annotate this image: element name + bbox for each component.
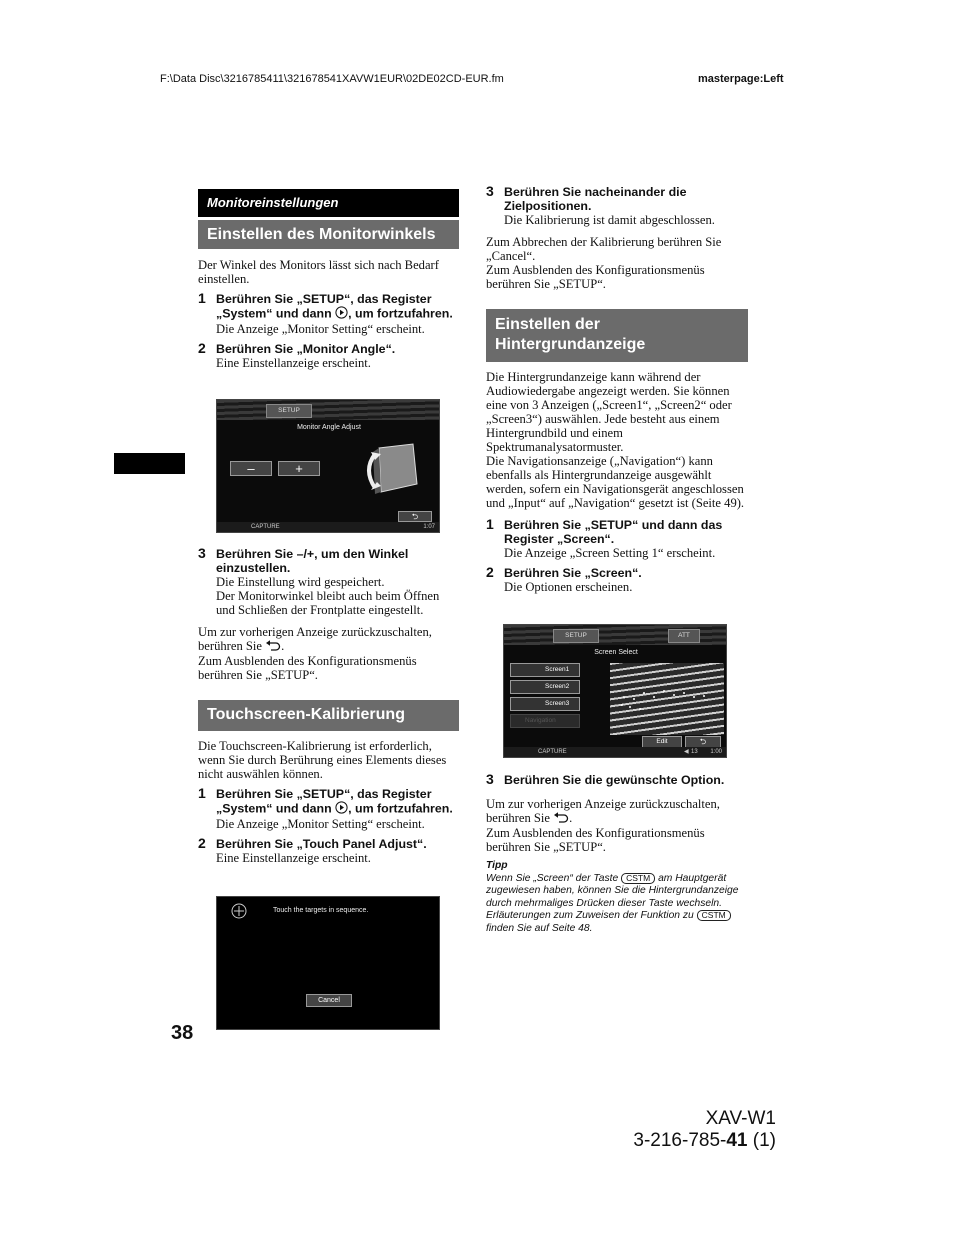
screen-bottom-bar [504,747,726,757]
left-column-cont [198,547,459,865]
part-bold: 41 [726,1130,748,1151]
title-line-2: Hintergrundanzeige [495,336,646,353]
screen-top-bar [217,400,439,420]
option-screen1: Screen1 [510,663,580,677]
section-title-background [486,309,748,362]
part-prefix: 3-216-785- [633,1130,727,1151]
back-instruction: Um zur vorherigen Anzeige zurückzuschalten, berühren Sie . [198,625,432,653]
capture-label: CAPTURE [251,524,280,530]
step-text: Berühren Sie „Touch Panel Adjust“. [216,837,427,852]
section-intro-2: Die Navigationsanzeige („Navigation“) kann ebenfalls als Hintergrundanzeige ausgewählt werden, sofern ein Navigationsgerät angeschlossen und „Input“ auf „Navigation“ gesetzt ist (Seite 49). [486,454,745,510]
step-number: 1 [486,516,494,532]
target-crosshair-icon [231,903,247,924]
edit-button: Edit [642,736,682,748]
tip-text-1: Wenn Sie „Screen“ der Taste [486,872,619,884]
back-text: Um zur vorherigen Anzeige zurückzuschalten, berühren Sie [198,625,432,653]
screen-title: Monitor Angle Adjust [297,424,361,431]
tip-text-2: am Hauptgerät zugewiesen haben, können Sie die Hintergrundanzeige durch mehrmaliges Drücken dieser Taste wechseln. Erläuterungen zum Zuweisen der Funktion zu [486,872,739,922]
part-suffix: (1) [747,1130,776,1151]
option-list [510,663,580,728]
back-button: ⮌ [398,511,432,522]
back-button: ⮌ [685,736,721,748]
return-arrow-icon [553,812,569,826]
step-2 [198,837,459,865]
cstm-key: CSTM [621,873,655,884]
section-intro: Die Hintergrundanzeige kann während der Audiowiedergabe angezeigt werden. Sie können eine von 3 Anzeigen („Screen1“, „Screen2“ oder „Screen3“) auswählen. Jede besteht aus einem Hintergrundbild und einem Spektrumanalysatormuster. [486,370,732,454]
right-column [486,185,748,594]
play-arrow-icon [335,306,348,322]
step-result: Eine Einstellanzeige erscheint. [216,356,371,370]
setup-tab: SETUP [553,629,599,643]
section-title-monitor-angle: Einstellen des Monitorwinkels [198,220,459,249]
step-text: Berühren Sie „Monitor Angle“. [216,342,396,356]
touch-instruction: Touch the targets in sequence. [273,907,369,914]
step-result: Die Anzeige „Monitor Setting“ erscheint. [216,322,425,336]
model-name: XAV-W1 [705,1108,776,1129]
option-navigation: Navigation [510,714,580,728]
step-number: 3 [486,183,494,199]
att-tab: ATT [668,629,700,643]
monitor-angle-screenshot [216,399,440,533]
step-text-cont: , um fortzufahren. [348,306,453,321]
volume-icon: ◀ [684,749,689,755]
step-result: Die Anzeige „Monitor Setting“ erscheint. [216,817,425,832]
step-text: Berühren Sie „SETUP“, das Register „System“ und dann [216,292,432,321]
screen-bottom-bar [217,522,439,532]
section-title-touch-calibration: Touchscreen-Kalibrierung [198,700,459,731]
setup-instruction: Zum Ausblenden des Konfigurationsmenüs berühren Sie „SETUP“. [486,263,705,291]
clock-label: 1:00 [710,749,722,755]
step-result: Die Einstellung wird gespeichert. [216,575,385,589]
section-intro: Der Winkel des Monitors lässt sich nach Bedarf einstellen. [198,258,439,286]
step-note: Der Monitorwinkel bleibt auch beim Öffnen und Schließen der Frontplatte eingestellt. [216,589,440,617]
step-text: Berühren Sie „SETUP“ und dann das Register „Screen“. [504,518,723,546]
background-preview [610,663,724,735]
minus-button: – [230,461,272,476]
screen-select-screenshot [503,624,727,758]
return-arrow-icon [265,640,281,654]
step-text: Berühren Sie nacheinander die Zielpositionen. [504,185,687,213]
masterpage-label: masterpage:Left [698,73,784,85]
step-text: Berühren Sie „Screen“. [504,566,642,580]
option-screen2: Screen2 [510,680,580,694]
tip-label: Tipp [486,860,508,872]
setup-instruction: Zum Ausblenden des Konfigurationsmenüs berühren Sie „SETUP“. [486,826,705,855]
title-line-1: Einstellen der [495,316,600,333]
right-column-cont [486,773,748,935]
step-number: 1 [198,290,206,306]
step-result: Die Anzeige „Screen Setting 1“ erscheint. [504,546,716,560]
left-column [198,189,459,370]
step-text: Berühren Sie die gewünschte Option. [504,773,725,787]
cancel-button: Cancel [306,994,352,1007]
back-text: Um zur vorherigen Anzeige zurückzuschalten, berühren Sie [486,797,720,825]
spectrum-dots-icon [610,663,724,735]
monitor-tilt-icon [357,440,425,503]
step-number: 3 [486,771,494,787]
play-arrow-icon [335,801,348,817]
cstm-key-2: CSTM [697,910,731,921]
step-1 [486,518,748,560]
file-path: F:\Data Disc\3216785411\321678541XAVW1EUR\02DE02CD-EUR.fm [160,73,504,85]
clock-label: 1:07 [423,524,435,530]
step-2 [486,566,748,594]
plus-button: + [278,461,320,476]
option-screen3: Screen3 [510,697,580,711]
step-number: 2 [198,835,206,852]
capture-label: CAPTURE [538,749,567,755]
step-result: Die Kalibrierung ist damit abgeschlossen. [504,213,715,227]
touch-panel-screenshot [216,896,440,1030]
step-text-cont: , um fortzufahren. [348,801,453,816]
screen-title: Screen Select [594,649,638,656]
step-3 [198,547,459,617]
cancel-instruction: Zum Abbrechen der Kalibrierung berühren Sie „Cancel“. [486,235,722,263]
setup-instruction: Zum Ausblenden des Konfigurationsmenüs berühren Sie „SETUP“. [198,654,417,683]
step-3-calibration [486,185,748,227]
step-1 [198,787,459,831]
step-number: 1 [198,785,206,802]
step-3 [486,773,748,787]
step-number: 2 [486,564,494,580]
step-text: Berühren Sie –/+, um den Winkel einzustellen. [216,547,409,575]
step-1 [198,292,459,336]
tip-text-3: finden Sie auf Seite 48. [486,922,593,934]
back-instruction: Um zur vorherigen Anzeige zurückzuschalten, berühren Sie . [486,797,720,825]
tip-box [486,860,748,935]
step-number: 2 [198,340,206,356]
page-number: 38 [171,1022,194,1044]
category-heading: Monitoreinstellungen [198,189,459,217]
part-number [560,1130,776,1152]
side-tab-marker [114,453,185,474]
step-text: Berühren Sie „SETUP“, das Register „System“ und dann [216,787,432,816]
step-number: 3 [198,545,206,561]
step-2 [198,342,459,370]
volume-level: 13 [691,749,698,755]
section-intro: Die Touchscreen-Kalibrierung ist erforderlich, wenn Sie durch Berührung eines Elements dieses nicht auswählen können. [198,739,447,782]
step-result: Die Optionen erscheinen. [504,580,633,594]
step-result: Eine Einstellanzeige erscheint. [216,851,371,866]
setup-tab: SETUP [266,404,312,418]
